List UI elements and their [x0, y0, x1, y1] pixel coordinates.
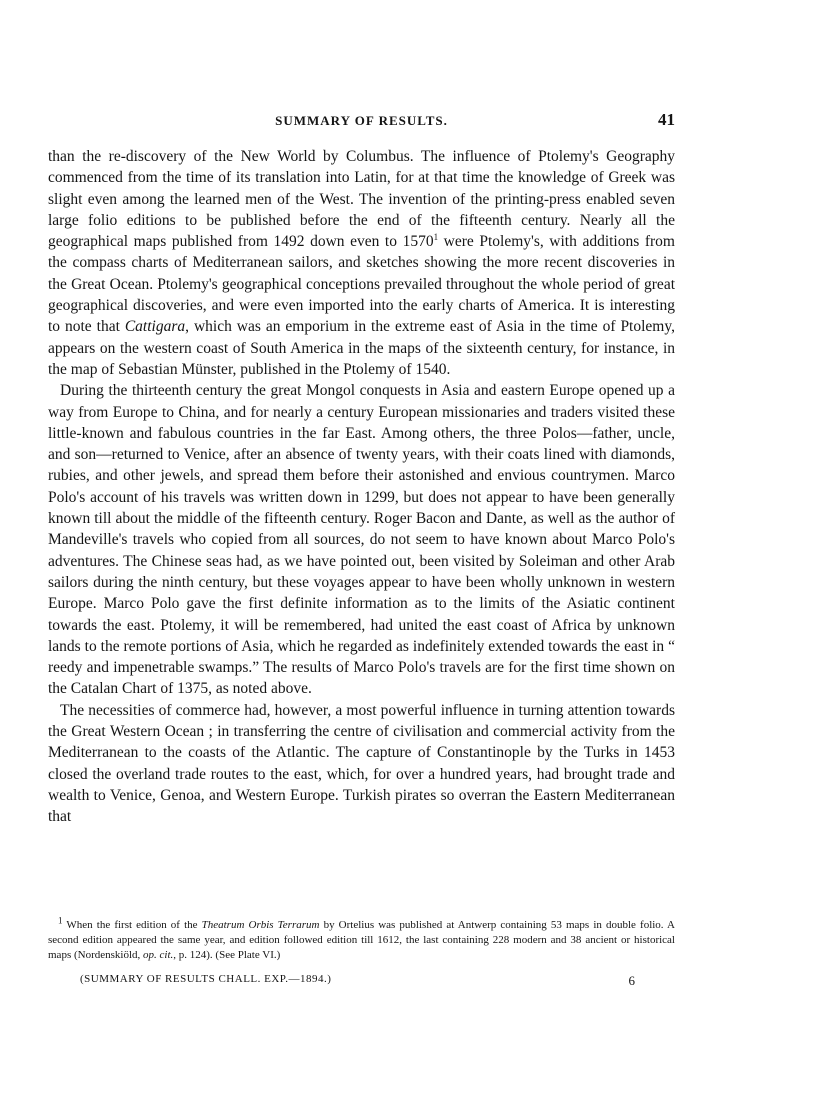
footnote-text-a: When the first edition of the	[62, 919, 202, 931]
footnote-italic-title: Theatrum Orbis Terrarum	[201, 919, 320, 931]
signature-line	[68, 973, 675, 989]
footnote-marker: 1	[58, 915, 63, 926]
paragraph-1-text-a: than the re-discovery of the New World by Columbus. The influence of Ptolemy's Geography commenced from the time of its translation into Latin, for at that time the knowledge of Greek was slight even among the learned men of the West. The invention of the printing-press enabled seven large folio editions to be published before the end of the fifteenth century. Nearly all the geographical maps published from 1492 down even to 1570	[48, 148, 675, 251]
page-header	[48, 110, 675, 132]
footnotes	[48, 915, 675, 963]
book-page	[48, 0, 675, 1100]
paragraph-1-text-c: , which was an emporium in the extreme east of Asia in the time of Ptolemy, appears on the western coast of South America in the maps of the sixteenth century, for instance, in the map of Sebastian Münster, published in the Ptolemy of 1540.	[48, 318, 675, 378]
paragraph-3: The necessities of commerce had, however, a most powerful influence in turning attention towards the Great Western Ocean ; in transferring the centre of civilisation and commercial activity from the Mediterranean to the coasts of the Atlantic. The capture of Constantinople by the Turks in 1453 closed the overland trade routes to the east, which, for over a hundred years, had brought trade and wealth to Venice, Genoa, and Western Europe. Turkish pirates so overran the Eastern Mediterranean that	[48, 701, 675, 826]
paragraph-2: During the thirteenth century the great Mongol conquests in Asia and eastern Europe opened up a way from Europe to China, and for nearly a century European missionaries and traders visited these little-known and fabulous countries in the far East. Among others, the three Polos—father, uncle, and son—returned to Venice, after an absence of twenty years, with their coats lined with diamonds, rubies, and other jewels, and spread them before their astonished and envious countrymen. Marco Polo's account of his travels was written down in 1299, but does not appear to have been generally known till about the middle of the fifteenth century. Roger Bacon and Dante, as well as the author of Mandeville's travels who copied from all sources, do not seem to have known about Marco Polo's adventures. The Chinese seas had, as we have pointed out, been visited by Soleiman and other Arab sailors during the ninth century, but these voyages appear to have been wholly unknown in western Europe. Marco Polo gave the first definite information as to the limits of the Asiatic continent towards the east. Ptolemy, it will be remembered, had united the east coast of Africa by unknown lands to the remote portions of Asia, which he regarded as indefinitely extended towards the east in “ reedy and impenetrable swamps.” The results of Marco Polo's travels are for the first time shown on the Catalan Chart of 1375, as noted above.	[48, 382, 675, 698]
signature-text: (SUMMARY OF RESULTS CHALL. EXP.—1894.)	[80, 973, 332, 985]
signature-mark: 6	[628, 973, 635, 988]
footnote-reference: 1	[433, 232, 439, 243]
footnote-1	[48, 915, 675, 963]
running-head: SUMMARY OF RESULTS.	[275, 113, 448, 128]
paragraph-1-text-b: were Ptolemy's, with additions from the compass charts of Mediterranean sailors, and sketches showing the more recent discoveries in the Great Ocean. Ptolemy's geographical conceptions prevailed throughout the whole period of great geographical discoveries, and were even imported into the early charts of America. It is interesting to note that	[48, 233, 675, 336]
page-number: 41	[658, 110, 675, 129]
body-text	[48, 146, 675, 828]
footnote-italic-citation: op. cit.	[143, 949, 174, 961]
italic-cattigara: Cattigara	[124, 318, 186, 336]
footnote-text-b: by Ortelius was published at Antwerp containing 53 maps in double folio. A second edition appeared the same year, and edition followed edition till 1612, the last containing 228 modern and 38 ancient or historical maps (Nordenskiöld,	[48, 919, 675, 961]
paragraph-1	[48, 146, 675, 380]
footnote-text-c: , p. 124). (See Plate VI.)	[173, 949, 281, 961]
